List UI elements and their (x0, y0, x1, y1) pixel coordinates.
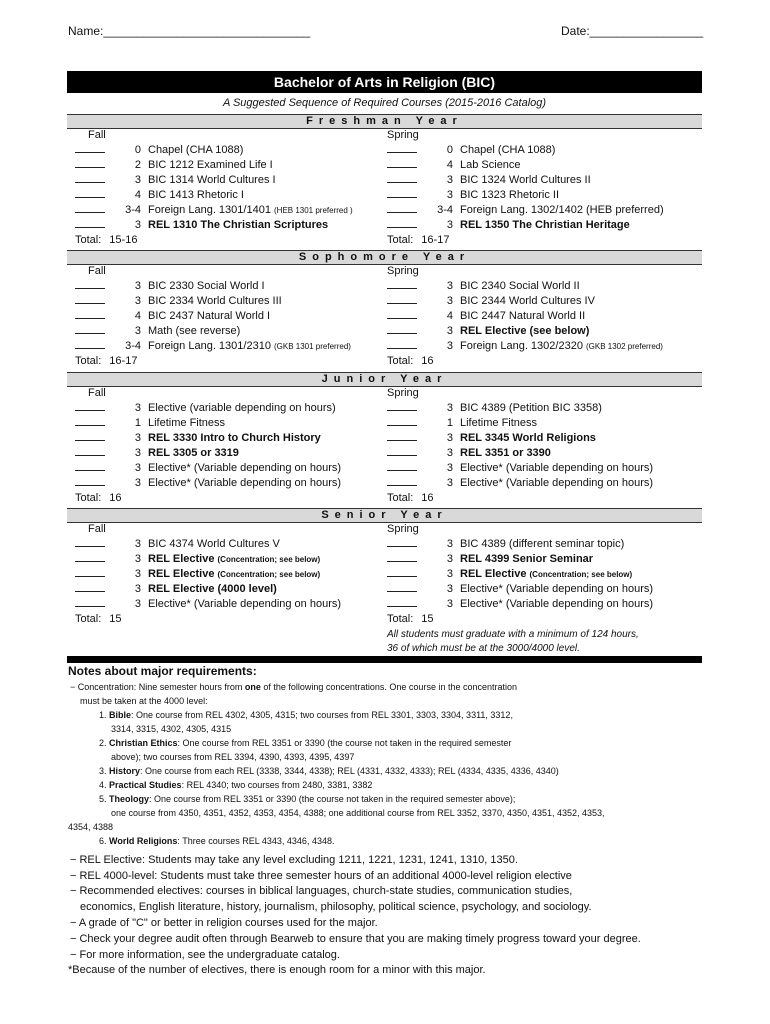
course-name: BIC 1314 World Cultures I (148, 174, 276, 186)
concentration-name: Bible (109, 710, 132, 720)
credit-hours: 3 (134, 538, 141, 550)
course-name: REL 3351 or 3390 (460, 447, 551, 459)
course-note: (HEB 1301 preferred ) (274, 206, 353, 215)
credit-hours: 3 (134, 325, 141, 337)
total-label: Total: (387, 492, 414, 504)
credit-hours: 3 (446, 219, 453, 231)
credit-hours: 4 (446, 159, 453, 171)
course-name: Elective (variable depending on hours) (148, 402, 336, 414)
credit-hours: 3 (446, 432, 453, 444)
concentration-item: one course from 4350, 4351, 4352, 4353, 4354, 4388; one additional course from REL 3352, 3370, 4350, 4351, 4352, 4353, (111, 808, 605, 818)
grade-blank[interactable] (387, 218, 417, 228)
course-row (75, 143, 353, 158)
total-value: 16-17 (421, 234, 450, 246)
grade-blank[interactable] (75, 446, 105, 456)
credit-hours: 3 (446, 280, 453, 292)
credit-hours: 2 (134, 159, 141, 171)
course-row (75, 218, 353, 233)
course-name: BIC 4389 (Petition BIC 3358) (460, 402, 602, 414)
credit-hours: 3 (446, 340, 453, 352)
concentration-item: 3. History: One course from each REL (3338, 3344, 4338); REL (4331, 4332, 4333); REL (4334, 4335, 4336, 4340) (99, 766, 559, 776)
total-label: Total: (75, 234, 102, 246)
grade-blank[interactable] (75, 567, 105, 577)
credit-hours: 3-4 (437, 204, 453, 216)
credit-hours: 4 (134, 189, 141, 201)
concentration-item: 1. Bible: One course from REL 4302, 4305, 4315; two courses from REL 3301, 3303, 3304, 3311, 3312, (99, 710, 513, 720)
course-name: Foreign Lang. 1301/1401 (148, 204, 271, 216)
fall-column (75, 128, 353, 247)
course-name: REL 1350 The Christian Heritage (460, 219, 630, 231)
credit-hours: 3 (134, 477, 141, 489)
credit-hours: 3 (446, 598, 453, 610)
credit-hours: 3 (134, 295, 141, 307)
year-header: Senior Year (67, 508, 702, 523)
course-name: REL 3330 Intro to Church History (148, 432, 321, 444)
credit-hours: 3-4 (125, 340, 141, 352)
course-row (75, 431, 341, 446)
total-value: 15 (109, 613, 122, 625)
credit-hours: 3 (446, 189, 453, 201)
total-label: Total: (75, 613, 102, 625)
fall-column (75, 386, 341, 505)
credit-hours: 3 (134, 280, 141, 292)
credit-hours: 3 (134, 447, 141, 459)
grade-blank[interactable] (387, 309, 417, 319)
credit-hours: 3 (446, 568, 453, 580)
grade-blank[interactable] (387, 552, 417, 562)
grade-blank[interactable] (75, 401, 105, 411)
grade-blank[interactable] (75, 294, 105, 304)
course-name: REL 3345 World Religions (460, 432, 596, 444)
course-name: Elective* (Variable depending on hours) (460, 477, 654, 489)
course-row (387, 203, 664, 218)
concentration-name: Theology (109, 794, 150, 804)
semester-total (387, 354, 663, 368)
fall-label: Fall (88, 129, 106, 141)
grade-blank[interactable] (75, 552, 105, 562)
course-name: Elective* (Variable depending on hours) (460, 598, 654, 610)
course-name: Elective* (Variable depending on hours) (460, 583, 654, 595)
course-row (387, 567, 653, 582)
grade-blank[interactable] (387, 203, 417, 213)
notes-title: Notes about major requirements: (68, 664, 257, 678)
grade-blank[interactable] (387, 567, 417, 577)
course-name: BIC 1413 Rhetoric I (148, 189, 244, 201)
course-name: BIC 1212 Examined Life I (148, 159, 273, 171)
concentration-name: History (109, 766, 141, 776)
course-row (387, 552, 653, 567)
course-row (387, 461, 653, 476)
course-row (387, 537, 653, 552)
concentration-item: 5. Theology: One course from REL 3351 or 3390 (the course not taken in the required semester above); (99, 794, 516, 804)
course-row (75, 416, 341, 431)
fall-label: Fall (88, 387, 106, 399)
credit-hours: 3 (134, 583, 141, 595)
credit-hours: 3 (134, 568, 141, 580)
spring-column (387, 128, 664, 247)
credit-hours: 3 (134, 219, 141, 231)
spring-column (387, 264, 663, 368)
credit-hours: 3 (134, 402, 141, 414)
fall-label: Fall (88, 523, 106, 535)
grade-blank[interactable] (75, 416, 105, 426)
credit-hours: 1 (134, 417, 141, 429)
spring-label: Spring (387, 265, 419, 277)
course-name: BIC 1323 Rhetoric II (460, 189, 560, 201)
spring-column (387, 386, 653, 505)
course-row (75, 203, 353, 218)
course-name: Foreign Lang. 1302/2320 (460, 340, 583, 352)
spring-column (387, 522, 653, 626)
concentration-name: World Religions (109, 836, 178, 846)
course-row (387, 597, 653, 612)
semester-total (387, 491, 653, 505)
credit-hours: 4 (446, 310, 453, 322)
course-row (387, 218, 664, 233)
course-name: Lifetime Fitness (148, 417, 226, 429)
semester-total (387, 233, 664, 247)
semester-total (387, 612, 653, 626)
total-value: 16 (421, 492, 434, 504)
note-bullet: *Because of the number of electives, there is enough room for a minor with this major. (68, 964, 486, 976)
credit-hours: 3 (134, 553, 141, 565)
page-subtitle: A Suggested Sequence of Required Courses (2015-2016 Catalog) (222, 97, 547, 109)
grade-blank[interactable] (75, 339, 105, 349)
course-row (387, 324, 663, 339)
grade-blank[interactable] (387, 158, 417, 168)
course-name: REL Elective (see below) (460, 325, 590, 337)
grade-blank[interactable] (387, 597, 417, 607)
course-row (75, 158, 353, 173)
spring-label: Spring (387, 387, 419, 399)
course-name: REL Elective (148, 553, 215, 565)
total-value: 16 (421, 355, 434, 367)
course-name: BIC 2340 Social World II (460, 280, 580, 292)
note-bullet: − A grade of "C" or better in religion courses used for the major. (70, 917, 378, 929)
course-note: (GKB 1301 preferred) (274, 342, 351, 351)
total-label: Total: (387, 613, 414, 625)
course-name: Lifetime Fitness (460, 417, 538, 429)
course-row (75, 309, 351, 324)
year-header: Junior Year (67, 372, 702, 387)
course-name: REL Elective (4000 level) (148, 583, 277, 595)
course-row (75, 537, 341, 552)
credit-hours: 0 (446, 144, 453, 156)
course-note: (Concentration; see below) (217, 570, 321, 579)
fall-column (75, 522, 341, 626)
note-bullet: − Check your degree audit often through Bearweb to ensure that you are making timely progress toward your degree. (70, 933, 641, 945)
course-note: (Concentration; see below) (217, 555, 321, 564)
grade-blank[interactable] (387, 339, 417, 349)
date-field[interactable]: Date:_________________ (561, 24, 704, 38)
credit-hours: 3 (446, 553, 453, 565)
year-header: Sophomore Year (67, 250, 702, 265)
course-name: REL 4399 Senior Seminar (460, 553, 594, 565)
graduation-note-line: 36 of which must be at the 3000/4000 level. (387, 643, 580, 654)
course-name: Chapel (CHA 1088) (460, 144, 556, 156)
concentration-note-cont: must be taken at the 4000 level: (80, 696, 208, 706)
credit-hours: 3 (134, 462, 141, 474)
course-name: REL 3305 or 3319 (148, 447, 239, 459)
grade-blank[interactable] (75, 218, 105, 228)
credit-hours: 3 (134, 432, 141, 444)
total-value: 16 (109, 492, 122, 504)
course-name: Elective* (Variable depending on hours) (148, 598, 342, 610)
grade-blank[interactable] (75, 461, 105, 471)
course-row (387, 279, 663, 294)
course-name: BIC 2330 Social World I (148, 280, 265, 292)
credit-hours: 3 (446, 174, 453, 186)
spring-label: Spring (387, 129, 419, 141)
total-label: Total: (75, 492, 102, 504)
course-name: BIC 4389 (different seminar topic) (460, 538, 625, 550)
course-row (75, 446, 341, 461)
grade-blank[interactable] (387, 279, 417, 289)
grade-blank[interactable] (387, 431, 417, 441)
course-row (75, 279, 351, 294)
course-name: BIC 2344 World Cultures IV (460, 295, 595, 307)
concentration-name: Practical Studies (109, 780, 182, 790)
course-name: REL Elective (148, 568, 215, 580)
course-row (387, 309, 663, 324)
semester-total (75, 491, 341, 505)
course-row (75, 597, 341, 612)
course-row (75, 294, 351, 309)
concentration-item: 4. Practical Studies: REL 4340; two courses from 2480, 3381, 3382 (99, 780, 373, 790)
grade-blank[interactable] (387, 582, 417, 592)
grade-blank[interactable] (387, 537, 417, 547)
total-value: 16-17 (109, 355, 138, 367)
grade-blank[interactable] (75, 143, 105, 153)
course-name: Elective* (Variable depending on hours) (148, 462, 342, 474)
semester-total (75, 233, 353, 247)
total-label: Total: (387, 355, 414, 367)
semester-total (75, 354, 351, 368)
course-row (75, 401, 341, 416)
course-row (387, 401, 653, 416)
course-note: (GKB 1302 preferred) (586, 342, 663, 351)
grade-blank[interactable] (75, 203, 105, 213)
concentration-name: Christian Ethics (109, 738, 178, 748)
concentration-item: 4354, 4388 (68, 822, 114, 832)
course-name: BIC 2334 World Cultures III (148, 295, 282, 307)
course-name: Elective* (Variable depending on hours) (148, 477, 342, 489)
course-row (75, 173, 353, 188)
course-row (387, 431, 653, 446)
course-row (387, 339, 663, 354)
course-name: BIC 2447 Natural World II (460, 310, 586, 322)
grade-blank[interactable] (387, 294, 417, 304)
grade-blank[interactable] (387, 461, 417, 471)
total-label: Total: (387, 234, 414, 246)
spring-label: Spring (387, 523, 419, 535)
course-name: Lab Science (460, 159, 521, 171)
grade-blank[interactable] (75, 324, 105, 334)
course-row (387, 582, 653, 597)
credit-hours: 3-4 (125, 204, 141, 216)
grade-blank[interactable] (75, 582, 105, 592)
note-bullet: − REL 4000-level: Students must take three semester hours of an additional 4000-level religion elective (70, 870, 572, 882)
concentration-item: 6. World Religions: Three courses REL 4343, 4346, 4348. (99, 836, 335, 846)
grade-blank[interactable] (75, 309, 105, 319)
course-name: BIC 4374 World Cultures V (148, 538, 280, 550)
credit-hours: 3 (446, 477, 453, 489)
course-row (387, 294, 663, 309)
course-row (387, 446, 653, 461)
semester-total (75, 612, 341, 626)
note-bullet: − Recommended electives: courses in biblical languages, church-state studies, communication studies, (70, 885, 573, 897)
course-row (75, 188, 353, 203)
grade-blank[interactable] (387, 416, 417, 426)
divider (67, 656, 702, 663)
grade-blank[interactable] (75, 431, 105, 441)
grade-blank[interactable] (75, 279, 105, 289)
grade-blank[interactable] (387, 188, 417, 198)
course-name: Foreign Lang. 1301/2310 (148, 340, 271, 352)
grade-blank[interactable] (75, 537, 105, 547)
name-field[interactable]: Name:_______________________________ (68, 24, 311, 38)
concentration-item: 2. Christian Ethics: One course from REL 3351 or 3390 (the course not taken in the required semester (99, 738, 512, 748)
course-name: REL 1310 The Christian Scriptures (148, 219, 329, 231)
note-bullet: economics, English literature, history, journalism, philosophy, political science, psychology, and sociology. (80, 901, 592, 913)
grade-blank[interactable] (75, 188, 105, 198)
grade-blank[interactable] (387, 324, 417, 334)
fall-column (75, 264, 351, 368)
credit-hours: 3 (134, 174, 141, 186)
course-row (75, 324, 351, 339)
total-value: 15-16 (109, 234, 138, 246)
credit-hours: 3 (446, 583, 453, 595)
credit-hours: 0 (134, 144, 141, 156)
course-row (75, 339, 351, 354)
concentration-item: above); two courses from REL 3394, 4390, 4393, 4395, 4397 (111, 752, 355, 762)
page-title: Bachelor of Arts in Religion (BIC) (67, 71, 702, 93)
credit-hours: 1 (446, 417, 453, 429)
credit-hours: 3 (446, 447, 453, 459)
note-bullet: − For more information, see the undergraduate catalog. (70, 949, 340, 961)
course-row (387, 143, 664, 158)
grade-blank[interactable] (75, 597, 105, 607)
course-row (387, 158, 664, 173)
grade-blank[interactable] (75, 173, 105, 183)
course-row (75, 552, 341, 567)
total-label: Total: (75, 355, 102, 367)
graduation-note (387, 628, 639, 656)
fall-label: Fall (88, 265, 106, 277)
emphasis-one: one (244, 682, 261, 692)
graduation-note-line: All students must graduate with a minimum of 124 hours, (387, 629, 639, 640)
credit-hours: 3 (446, 325, 453, 337)
course-row (75, 567, 341, 582)
credit-hours: 4 (134, 310, 141, 322)
course-row (75, 461, 341, 476)
credit-hours: 3 (446, 402, 453, 414)
course-row (387, 476, 653, 491)
credit-hours: 3 (134, 598, 141, 610)
note-bullet: − REL Elective: Students may take any level excluding 1211, 1221, 1231, 1241, 1310, 1350. (70, 854, 518, 866)
course-name: BIC 1324 World Cultures II (460, 174, 591, 186)
grade-blank[interactable] (387, 143, 417, 153)
year-header: Freshman Year (67, 114, 702, 129)
course-row (387, 188, 664, 203)
grade-blank[interactable] (387, 446, 417, 456)
course-name: Elective* (Variable depending on hours) (460, 462, 654, 474)
grade-blank[interactable] (75, 476, 105, 486)
course-name: Foreign Lang. 1302/1402 (HEB preferred) (460, 204, 664, 216)
concentration-note: − Concentration: Nine semester hours from one of the following concentrations. One course in the concentration (70, 682, 517, 692)
concentration-item: 3314, 3315, 4302, 4305, 4315 (111, 724, 232, 734)
course-name: REL Elective (460, 568, 527, 580)
credit-hours: 3 (446, 462, 453, 474)
course-note: (Concentration; see below) (529, 570, 633, 579)
grade-blank[interactable] (387, 476, 417, 486)
course-name: Math (see reverse) (148, 325, 241, 337)
course-name: Chapel (CHA 1088) (148, 144, 244, 156)
course-name: BIC 2437 Natural World I (148, 310, 271, 322)
course-row (387, 173, 664, 188)
grade-blank[interactable] (387, 173, 417, 183)
credit-hours: 3 (446, 295, 453, 307)
course-row (75, 582, 341, 597)
grade-blank[interactable] (387, 401, 417, 411)
credit-hours: 3 (446, 538, 453, 550)
course-row (387, 416, 653, 431)
grade-blank[interactable] (75, 158, 105, 168)
total-value: 15 (421, 613, 434, 625)
course-row (75, 476, 341, 491)
